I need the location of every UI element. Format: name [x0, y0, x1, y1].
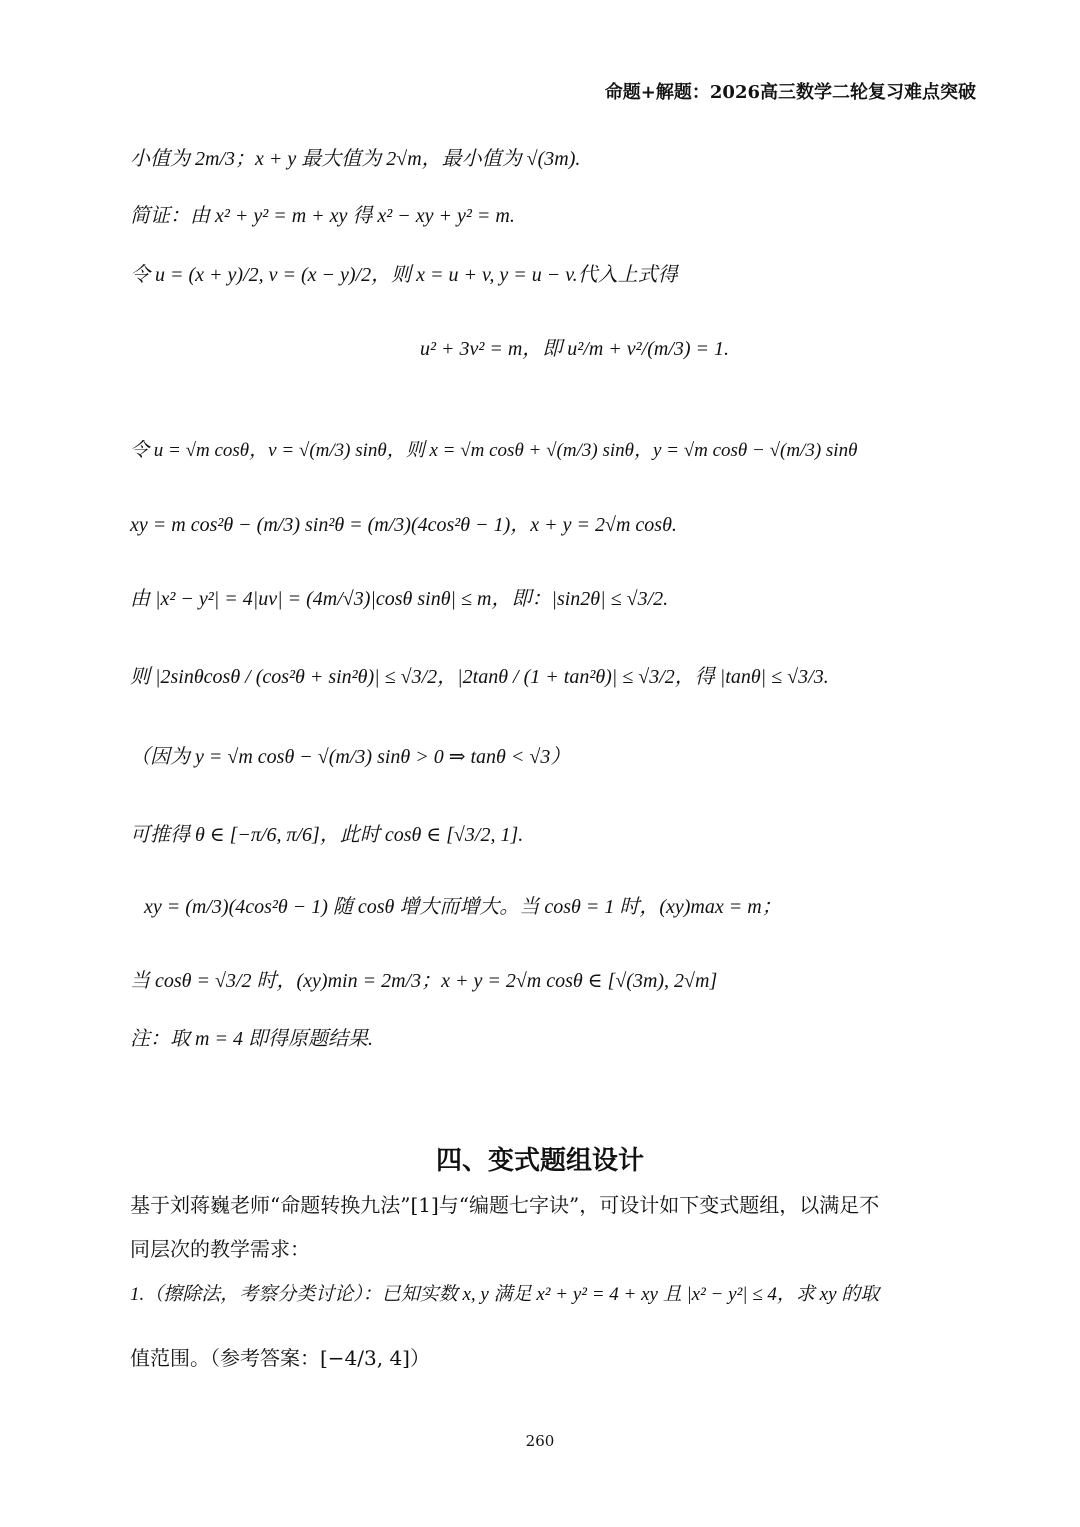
- text-line-5: 令 u = √m cosθ，v = √(m/3) sinθ，则 x = √m cosθ + √(m/3) sinθ，y = √m cosθ − √(m/3) sinθ: [130, 440, 858, 461]
- running-header: 命题+解题：2026高三数学二轮复习难点突破: [604, 82, 976, 103]
- section-title: 四、变式题组设计: [435, 1146, 644, 1176]
- text-line-6: xy = m cos²θ − (m/3) sin²θ = (m/3)(4cos²θ − 1)，x + y = 2√m cosθ.: [130, 514, 677, 536]
- text-line-2: 简证：由 x² + y² = m + xy 得 x² − xy + y² = m.: [130, 205, 515, 227]
- text-line-3: 令 u = (x + y)/2, v = (x − y)/2，则 x = u + v, y = u − v.代入上式得: [130, 264, 678, 286]
- text-line-9: （因为 y = √m cosθ − √(m/3) sinθ > 0 ⇒ tanθ < √3）: [130, 746, 571, 768]
- equation-ellipse: u² + 3v² = m，即 u²/m + v²/(m/3) = 1.: [420, 338, 730, 360]
- text-line-12: 当 cosθ = √3/2 时，(xy)min = 2m/3；x + y = 2√m cosθ ∈ [√(3m), 2√m]: [130, 970, 718, 992]
- text-line-11: xy = (m/3)(4cos²θ − 1) 随 cosθ 增大而增大。当 cosθ = 1 时，(xy)max = m；: [144, 896, 782, 918]
- problem-1-line-2: 值范围。（参考答案：[−4/3, 4]）: [130, 1346, 430, 1370]
- page-number: 260: [525, 1432, 555, 1450]
- text-line-7: 由 |x² − y²| = 4|uv| = (4m/√3)|cosθ sinθ| ≤ m，即：|sin2θ| ≤ √3/2.: [130, 588, 669, 610]
- note-line: 注：取 m = 4 即得原题结果.: [130, 1028, 373, 1050]
- para-line-1: 基于刘蒋巍老师“命题转换九法”[1]与“编题七字诀”，可设计如下变式题组，以满足不: [130, 1193, 880, 1217]
- para-line-2: 同层次的教学需求：: [130, 1237, 310, 1261]
- text-line-8: 则 |2sinθcosθ / (cos²θ + sin²θ)| ≤ √3/2，|2tanθ / (1 + tan²θ)| ≤ √3/2，得 |tanθ| ≤ √3/3.: [130, 666, 829, 688]
- problem-1-line-1: 1.（擦除法，考察分类讨论）：已知实数 x, y 满足 x² + y² = 4 + xy 且 |x² − y²| ≤ 4，求 xy 的取: [130, 1284, 880, 1305]
- text-line-1: 小值为 2m/3；x + y 最大值为 2√m，最小值为 √(3m).: [130, 148, 581, 170]
- text-line-10: 可推得 θ ∈ [−π/6, π/6]，此时 cosθ ∈ [√3/2, 1].: [130, 824, 524, 846]
